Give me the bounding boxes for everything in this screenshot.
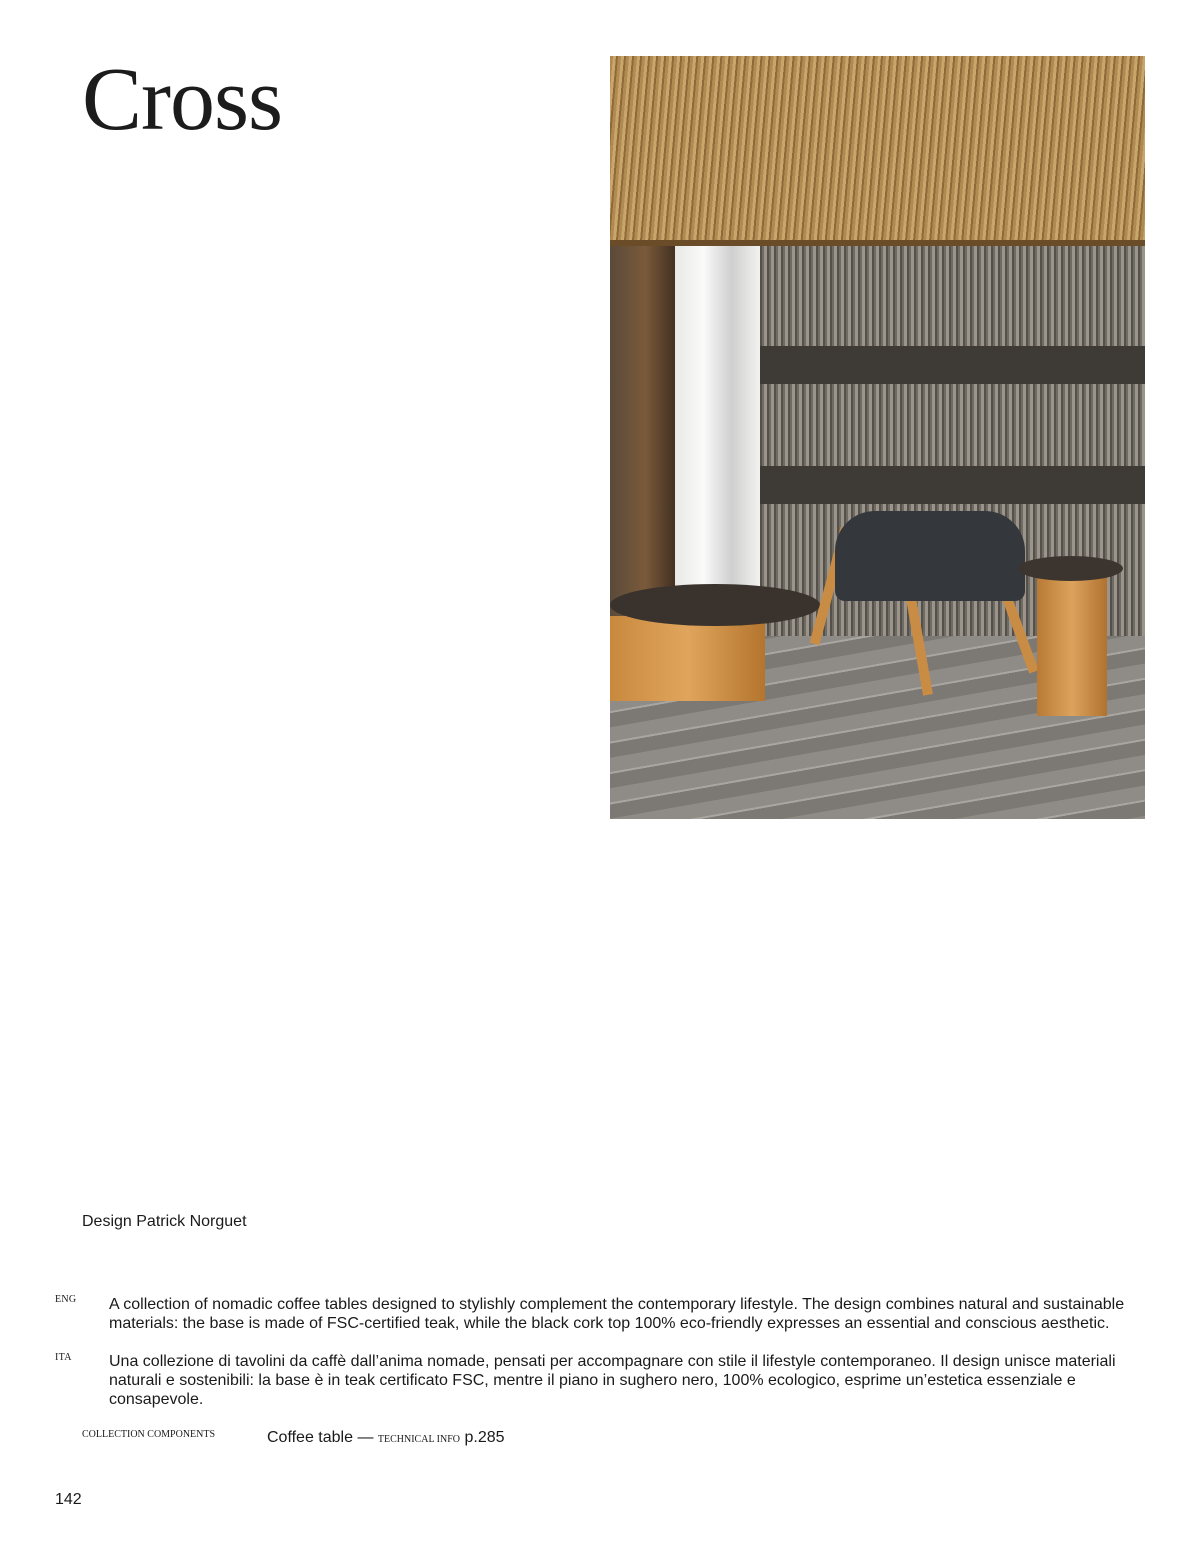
technical-info-label: TECHNICAL INFO <box>377 1434 461 1445</box>
component-item <box>267 1429 505 1447</box>
collection-components-label: COLLECTION COMPONENTS <box>82 1429 216 1440</box>
ita-description: Una collezione di tavolini da caffè dall’anima nomade, pensati per accompagnare con stile il lifestyle contemporaneo. Il design unisce materiali naturali e sostenibili: la base è in teak certificato FSC, mentre il piano in sughero nero, 100% ecologico, esprime un’estetica essenziale e consapevole. <box>109 1353 1116 1408</box>
eng-label: ENG <box>55 1294 77 1305</box>
page-title: Cross <box>82 50 283 149</box>
component-name: Coffee table — <box>267 1429 374 1446</box>
designer-credit: Design Patrick Norguet <box>82 1213 247 1230</box>
ita-label: ITA <box>55 1352 72 1363</box>
page-number: 142 <box>55 1491 82 1508</box>
technical-info-page: p.285 <box>464 1429 505 1446</box>
eng-description: A collection of nomadic coffee tables designed to stylishly complement the contemporary lifestyle. The design combines natural and sustainable materials: the base is made of FSC-certified teak, while the black cork top 100% eco-friendly expresses an essential and conscious aesthetic. <box>109 1296 1125 1332</box>
product-photo <box>610 56 1145 819</box>
